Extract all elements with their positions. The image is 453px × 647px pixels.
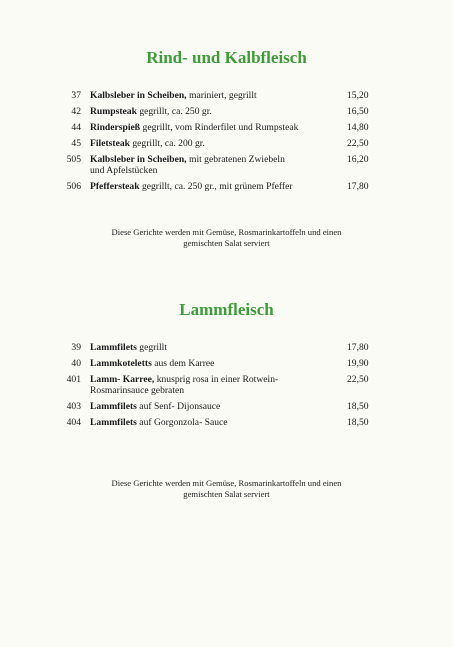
item-number: 404 — [66, 417, 81, 428]
item-description: gegrillt, ca. 250 gr., mit grünem Pfeffer — [139, 181, 293, 192]
item-price: 16,50 — [347, 106, 369, 117]
item-price: 18,50 — [347, 401, 369, 412]
item-number: 45 — [71, 138, 81, 149]
item-price: 14,80 — [347, 122, 369, 133]
item-number: 42 — [71, 106, 81, 117]
item-name: Kalbsleber in Scheiben, — [90, 90, 187, 101]
section-title-lamb: Lammfleisch — [179, 300, 274, 319]
item-price: 18,50 — [347, 417, 369, 428]
item-name: Pfeffersteak — [90, 181, 140, 192]
serving-note: Diese Gerichte werden mit Gemüse, Rosmarinkartoffeln und einen gemischten Salat serviert — [111, 478, 342, 499]
item-name: Lammkoteletts — [90, 358, 152, 369]
item-name: Lammfilets — [90, 417, 137, 428]
serving-note: Diese Gerichte werden mit Gemüse, Rosmarinkartoffeln und einen gemischten Salat serviert — [111, 227, 342, 248]
item-description: gegrillt, ca. 250 gr. — [136, 106, 212, 117]
item-name: Rinderspieß — [90, 122, 141, 133]
item-number: 40 — [71, 358, 81, 369]
item-number: 403 — [66, 401, 81, 412]
item-description: mit gebratenen Zwiebeln — [186, 154, 285, 165]
item-price: 17,80 — [347, 342, 369, 353]
item-description: knusprig rosa in einer Rotwein- — [154, 374, 279, 385]
item-description: gegrillt — [136, 342, 168, 353]
item-price: 16,20 — [347, 154, 369, 165]
item-name: Filetsteak — [90, 138, 130, 149]
item-name: Lamm- Karree, — [90, 374, 155, 385]
item-description: aus dem Karree — [151, 358, 215, 369]
section-title-beef-veal: Rind- und Kalbfleisch — [146, 48, 307, 67]
item-number: 505 — [66, 154, 81, 165]
item-price: 17,80 — [347, 181, 369, 192]
item-price: 19,90 — [347, 358, 369, 369]
item-description: gegrillt, ca. 200 gr. — [129, 138, 205, 149]
item-name: Lammfilets — [90, 342, 137, 353]
item-name: Kalbsleber in Scheiben, — [90, 154, 187, 165]
item-number: 401 — [66, 374, 81, 385]
item-description: auf Gorgonzola- Sauce — [136, 417, 228, 428]
item-description-line2: Rosmarinsauce gebraten — [90, 385, 185, 396]
item-name: Lammfilets — [90, 401, 137, 412]
item-number: 506 — [66, 181, 81, 192]
item-price: 22,50 — [347, 374, 369, 385]
item-description: gegrillt, vom Rinderfilet und Rumpsteak — [140, 122, 299, 133]
item-number: 44 — [71, 122, 81, 133]
item-number: 39 — [71, 342, 81, 353]
item-price: 15,20 — [347, 90, 369, 101]
item-description: mariniert, gegrillt — [186, 90, 257, 101]
item-description-line2: und Apfelstücken — [90, 165, 158, 176]
item-number: 37 — [71, 90, 81, 101]
item-name: Rumpsteak — [90, 106, 137, 117]
item-price: 22,50 — [347, 138, 369, 149]
item-description: auf Senf- Dijonsauce — [136, 401, 221, 412]
